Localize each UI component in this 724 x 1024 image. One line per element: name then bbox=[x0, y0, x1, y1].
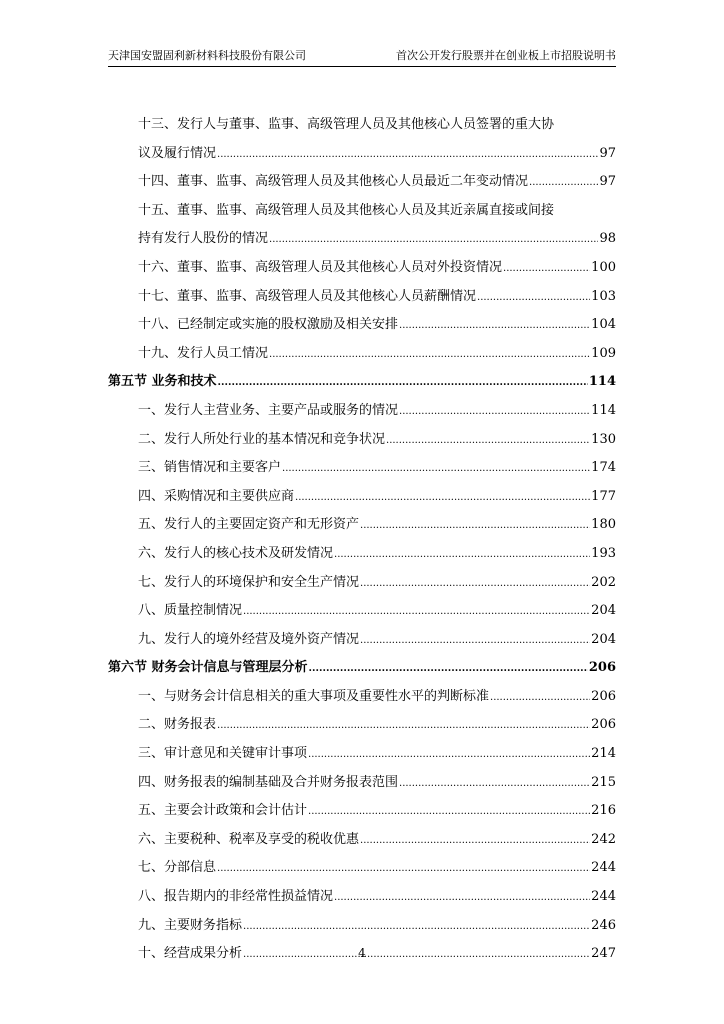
toc-leader-dots bbox=[243, 598, 590, 627]
toc-entry-title: 第五节 业务和技术 bbox=[108, 374, 217, 390]
toc-entry-title: 一、与财务会计信息相关的重大事项及重要性水平的判断标准 bbox=[138, 688, 490, 704]
toc-leader-dots bbox=[360, 512, 590, 541]
toc-entry-page: 104 bbox=[591, 317, 616, 333]
toc-entry[interactable] bbox=[108, 426, 616, 455]
toc-entry-title: 议及履行情况 bbox=[138, 145, 217, 161]
toc-entry-title: 五、发行人的主要固定资产和无形资产 bbox=[138, 517, 360, 533]
toc-entry-title: 九、发行人的境外经营及境外资产情况 bbox=[138, 631, 360, 647]
toc-leader-dots bbox=[309, 655, 588, 684]
toc-entry-title: 十六、董事、监事、高级管理人员及其他核心人员对外投资情况 bbox=[138, 259, 503, 275]
toc-entry[interactable] bbox=[108, 740, 616, 769]
toc-entry[interactable] bbox=[108, 797, 616, 826]
toc-leader-dots bbox=[218, 369, 588, 398]
toc-section-entry[interactable] bbox=[108, 654, 616, 683]
toc-leader-dots bbox=[308, 798, 590, 827]
table-of-contents bbox=[108, 111, 616, 969]
toc-entry[interactable] bbox=[108, 540, 616, 569]
toc-leader-dots bbox=[477, 284, 590, 313]
toc-entry-title: 十九、发行人员工情况 bbox=[138, 345, 269, 361]
toc-entry-title: 八、报告期内的非经常性损益情况 bbox=[138, 889, 334, 905]
toc-entry-page: 174 bbox=[591, 460, 616, 476]
toc-leader-dots bbox=[269, 226, 598, 255]
toc-entry-page: 103 bbox=[591, 288, 616, 304]
toc-leader-dots bbox=[386, 427, 590, 456]
toc-leader-dots bbox=[490, 684, 590, 713]
toc-leader-dots bbox=[399, 398, 590, 427]
toc-leader-dots bbox=[399, 312, 590, 341]
toc-entry-page: 244 bbox=[591, 889, 616, 905]
page-header bbox=[108, 49, 616, 63]
toc-entry[interactable] bbox=[108, 140, 616, 169]
toc-entry-page: 215 bbox=[591, 774, 616, 790]
toc-entry-title: 六、发行人的核心技术及研发情况 bbox=[138, 545, 334, 561]
toc-entry-page: 204 bbox=[591, 631, 616, 647]
toc-entry[interactable] bbox=[108, 454, 616, 483]
toc-entry-title: 二、财务报表 bbox=[138, 717, 217, 733]
toc-entry[interactable] bbox=[108, 168, 616, 197]
toc-entry-title: 九、主要财务指标 bbox=[138, 917, 243, 933]
toc-entry-title: 四、采购情况和主要供应商 bbox=[138, 488, 295, 504]
toc-entry[interactable] bbox=[108, 826, 616, 855]
toc-leader-dots bbox=[269, 341, 590, 370]
toc-entry-title: 十八、已经制定或实施的股权激励及相关安排 bbox=[138, 317, 399, 333]
toc-entry-title: 七、发行人的环境保护和安全生产情况 bbox=[138, 574, 360, 590]
toc-entry-page: 130 bbox=[591, 431, 616, 447]
toc-leader-dots bbox=[503, 255, 590, 284]
toc-entry-page: 246 bbox=[591, 917, 616, 933]
toc-entry[interactable] bbox=[108, 769, 616, 798]
toc-section-entry[interactable] bbox=[108, 368, 616, 397]
toc-entry-title: 四、财务报表的编制基础及合并财务报表范围 bbox=[138, 774, 399, 790]
toc-entry-page: 98 bbox=[599, 231, 616, 247]
toc-entry-title: 持有发行人股份的情况 bbox=[138, 231, 269, 247]
toc-entry-title: 一、发行人主营业务、主要产品或服务的情况 bbox=[138, 402, 399, 418]
header-company: 天津国安盟固利新材料科技股份有限公司 bbox=[108, 49, 306, 62]
toc-entry-page: 177 bbox=[591, 488, 616, 504]
toc-entry[interactable] bbox=[108, 626, 616, 655]
toc-leader-dots bbox=[334, 541, 590, 570]
toc-entry-page: 202 bbox=[591, 574, 616, 590]
toc-entry[interactable] bbox=[108, 283, 616, 312]
toc-entry-title: 三、销售情况和主要客户 bbox=[138, 460, 282, 476]
toc-entry[interactable] bbox=[108, 511, 616, 540]
toc-leader-dots bbox=[282, 455, 590, 484]
toc-entry-page: 180 bbox=[591, 517, 616, 533]
toc-entry[interactable] bbox=[108, 883, 616, 912]
toc-entry-page: 206 bbox=[591, 717, 616, 733]
toc-entry-title: 十、经营成果分析 bbox=[138, 946, 243, 962]
toc-entry[interactable] bbox=[108, 340, 616, 369]
toc-entry-page: 206 bbox=[588, 660, 616, 676]
toc-entry[interactable] bbox=[108, 225, 616, 254]
toc-entry-page: 100 bbox=[591, 259, 616, 275]
toc-entry-page: 214 bbox=[591, 746, 616, 762]
toc-entry[interactable] bbox=[108, 483, 616, 512]
toc-entry-title: 六、主要税种、税率及享受的税收优惠 bbox=[138, 831, 360, 847]
toc-entry[interactable] bbox=[108, 912, 616, 941]
toc-entry-page: 97 bbox=[599, 145, 616, 161]
toc-entry[interactable] bbox=[108, 597, 616, 626]
toc-entry-page: 193 bbox=[591, 545, 616, 561]
toc-leader-dots bbox=[308, 741, 590, 770]
toc-entry[interactable] bbox=[108, 397, 616, 426]
header-document-title: 首次公开发行股票并在创业板上市招股说明书 bbox=[396, 49, 616, 62]
toc-entry-title: 五、主要会计政策和会计估计 bbox=[138, 803, 308, 819]
toc-entry-title: 三、审计意见和关键审计事项 bbox=[138, 746, 308, 762]
toc-entry-title: 八、质量控制情况 bbox=[138, 603, 243, 619]
toc-leader-dots bbox=[217, 855, 590, 884]
toc-entry-page: 242 bbox=[591, 831, 616, 847]
toc-entry-title: 二、发行人所处行业的基本情况和竞争状况 bbox=[138, 431, 386, 447]
toc-entry-title: 十四、董事、监事、高级管理人员及其他核心人员最近二年变动情况 bbox=[138, 174, 529, 190]
toc-entry[interactable] bbox=[108, 711, 616, 740]
toc-leader-dots bbox=[243, 913, 590, 942]
toc-entry-page: 114 bbox=[588, 374, 616, 390]
toc-entry-title: 十五、董事、监事、高级管理人员及其他核心人员及其近亲属直接或间接 bbox=[138, 202, 555, 218]
toc-entry-page: 216 bbox=[591, 803, 616, 819]
toc-leader-dots bbox=[360, 570, 590, 599]
toc-entry-page: 244 bbox=[591, 860, 616, 876]
toc-entry-title: 七、分部信息 bbox=[138, 860, 217, 876]
toc-entry[interactable] bbox=[108, 311, 616, 340]
toc-entry-page: 109 bbox=[591, 345, 616, 361]
toc-entry[interactable] bbox=[108, 111, 616, 140]
toc-leader-dots bbox=[217, 141, 598, 170]
header-rule bbox=[108, 66, 616, 67]
toc-leader-dots bbox=[399, 770, 590, 799]
toc-entry-title: 十三、发行人与董事、监事、高级管理人员及其他核心人员签署的重大协 bbox=[138, 117, 555, 132]
toc-entry-page: 114 bbox=[591, 402, 616, 418]
toc-entry[interactable] bbox=[108, 854, 616, 883]
toc-entry[interactable] bbox=[108, 197, 616, 226]
toc-entry[interactable] bbox=[108, 569, 616, 598]
toc-entry-page: 97 bbox=[599, 174, 616, 190]
toc-leader-dots bbox=[360, 627, 590, 656]
toc-entry-page: 247 bbox=[591, 946, 616, 962]
toc-leader-dots bbox=[360, 827, 590, 856]
toc-entry-page: 206 bbox=[591, 688, 616, 704]
toc-entry-title: 十七、董事、监事、高级管理人员及其他核心人员薪酬情况 bbox=[138, 288, 477, 304]
toc-leader-dots bbox=[217, 712, 590, 741]
toc-entry-page: 204 bbox=[591, 603, 616, 619]
toc-leader-dots bbox=[529, 169, 598, 198]
toc-entry-title: 第六节 财务会计信息与管理层分析 bbox=[108, 660, 308, 676]
toc-leader-dots bbox=[334, 884, 590, 913]
toc-leader-dots bbox=[295, 484, 590, 513]
page-number: 4 bbox=[358, 946, 366, 960]
toc-entry[interactable] bbox=[108, 254, 616, 283]
toc-entry[interactable] bbox=[108, 683, 616, 712]
